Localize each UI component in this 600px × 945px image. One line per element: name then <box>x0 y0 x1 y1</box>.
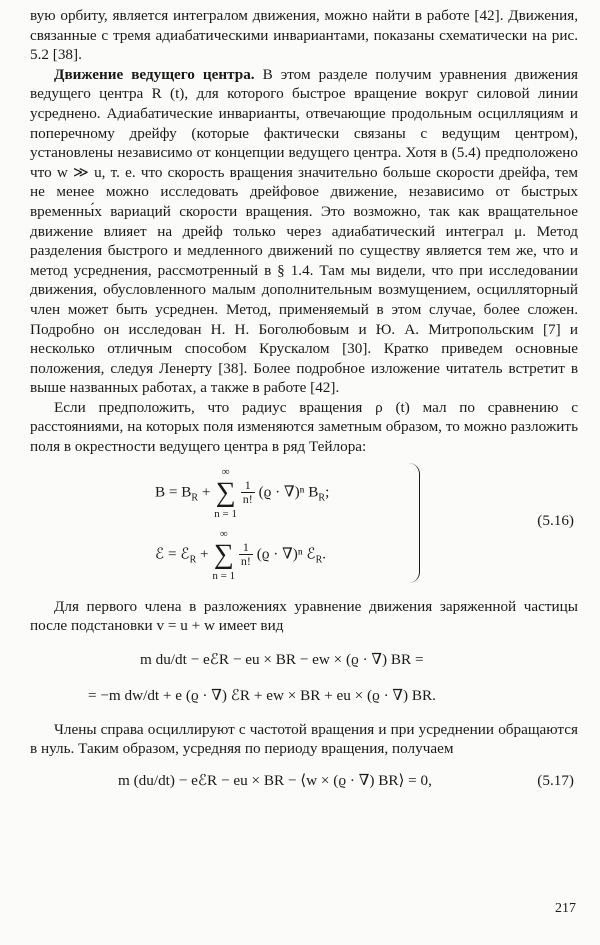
equation-number-5-16: (5.16) <box>537 511 574 529</box>
equation-5-17 <box>30 767 578 795</box>
paragraph-averaging: Члены справа осциллируют с частотой вращения и при усреднении обращаются в нуль. Таким образом, усредняя по периоду вращения, получаем <box>30 720 578 758</box>
equation-number-5-17: (5.17) <box>537 772 574 790</box>
paragraph-guiding-center <box>30 65 578 398</box>
right-brace <box>409 463 420 583</box>
equation-motion-line-2: = −m dw/dt + e (ϱ · ∇) ℰR + ew × BR + eu × (ϱ · ∇) BR. <box>88 686 436 704</box>
page-number: 217 <box>555 901 576 917</box>
paragraph-first-term: Для первого члена в разложениях уравнение движения заряженной частицы после подстановки v = u + w имеет вид <box>30 597 578 635</box>
equation-5-16 <box>30 461 578 591</box>
fraction: $\frac{1}{n!}$ <box>240 540 251 569</box>
equation-motion-line-1: m du/dt − eℰR − eu × BR − ew × (ϱ · ∇) BR = <box>140 650 424 668</box>
run-in-heading: Движение ведущего центра. <box>54 65 255 83</box>
equation-motion <box>30 640 578 712</box>
sum-symbol: ∞ ∑ n = 1 <box>212 527 236 582</box>
fraction: $\frac{1}{n!}$ <box>242 478 253 507</box>
equation-5-17-body: m (du/dt) − eℰR − eu × BR − ⟨w × (ϱ · ∇) BR⟩ = 0, <box>118 772 432 790</box>
paragraph-guiding-center-text: В этом разделе получим уравнения движения ведущего центра R (t), для которого быстрое вращение вокруг силовой линии усреднено. Адиабатические инварианты, отвечающие продольным осцилляциям и поперечному дрейфу (которые фактически связаны с ведущим центром), установлены независимо от концепции ведущего центра. Хотя в (5.4) предположено что w ≫ u, т. е. что скорость вращения значительно больше скорости дрейфа, тем не менее можно исследовать дрейфовое движение, независимо от быстрых временны́х вариаций скорости вращения. Это возможно, так как вращательное движение влияет на дрейф только через адиабатический интеграл μ. Метод разделения быстрого и медленного движений по существу является тем же, что и метод усреднения, рассмотренный в § 1.4. Там мы видели, что при исследовании движения, обусловленного малым дополнительным возмущением, осцилляторный член может быть усреднен. Метод, применяемый в этом случае, более сложен. Подробно он исследован Н. Н. Боголюбовым и Ю. А. Митропольским [7] и несколько отличным способом Крускалом [30]. Кратко приведем основные положения, следуя Ленерту [38]. Более подробное изложение читатель встретит в выше названных работах, а также в работе [42]. <box>30 65 578 397</box>
sum-symbol: ∞ ∑ n = 1 <box>214 465 237 520</box>
equation-5-16-line-1: $B = B_R$ + ∞ ∑ n = 1 $\frac{1}{n!}$ (ϱ · ∇)ⁿ $B_R$; <box>155 465 330 520</box>
paragraph-continuation: вую орбиту, является интегралом движения, можно найти в работе [42]. Движения, связанные с тремя адиабатическими инвариантами, показаны схематически на рис. 5.2 [38]. <box>30 7 578 64</box>
paragraph-taylor: Если предположить, что радиус вращения ρ (t) мал по сравнению с расстояниями, на которых поля изменяются заметным образом, то можно разложить поля в окрестности ведущего центра в ряд Тейлора: <box>30 398 578 456</box>
equation-5-16-line-2: ℰ = ℰ$_R$ + ∞ ∑ n = 1 $\frac{1}{n!}$ (ϱ · ∇)ⁿ ℰ$_R$. <box>155 527 327 582</box>
